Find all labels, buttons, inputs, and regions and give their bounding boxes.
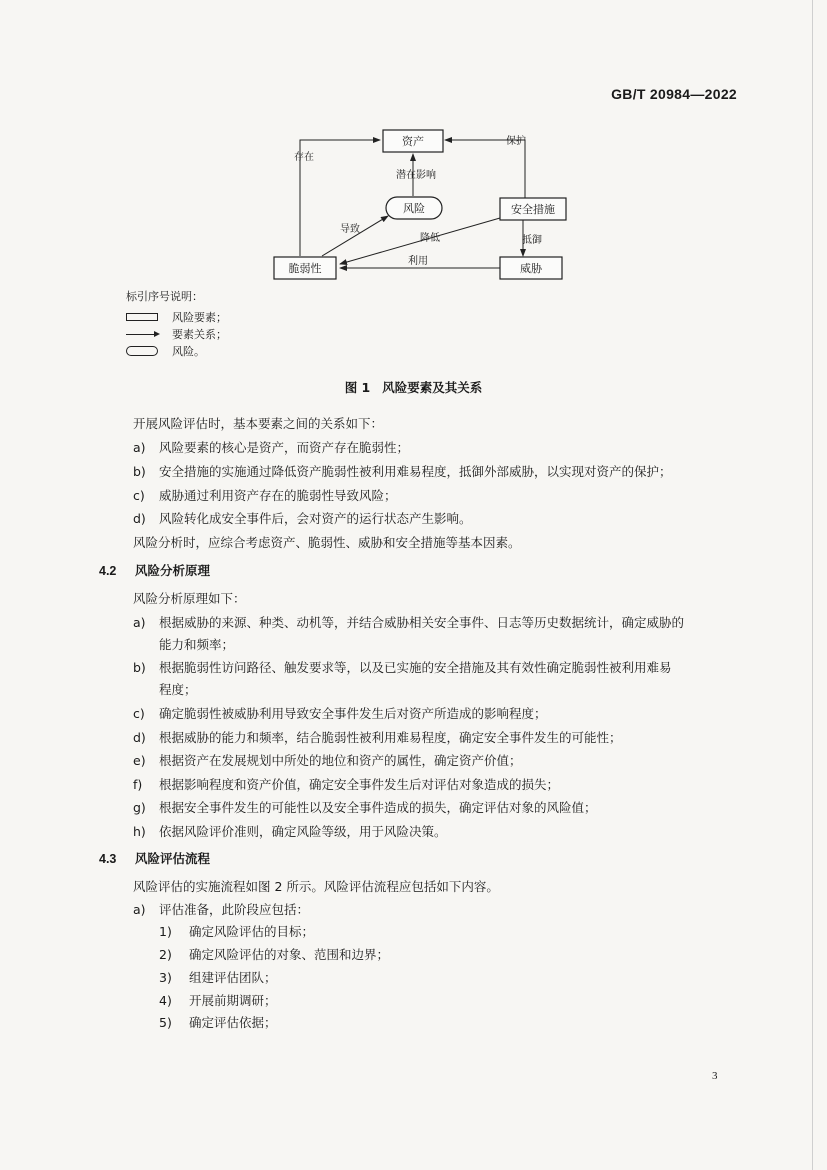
list-item: h) 依据风险评价准则，确定风险等级，用于风险决策。: [133, 824, 447, 839]
relations-intro: 开展风险评估时，基本要素之间的关系如下：: [133, 416, 384, 431]
figure-caption: [0, 378, 827, 396]
legend-row-risk: [126, 342, 227, 359]
list-item: d) 根据威胁的能力和频率，结合脆弱性被利用难易程度，确定安全事件发生的可能性；: [133, 730, 622, 745]
sub-list-item: 3) 组建评估团队；: [159, 970, 277, 985]
list-item-continuation: 能力和频率；: [159, 637, 235, 652]
label-resist: 抵御: [522, 235, 542, 246]
sub-list-item: 4) 开展前期调研；: [159, 993, 277, 1008]
figure-legend: [126, 288, 227, 359]
standard-number: GB/T 20984—2022: [611, 86, 737, 102]
legend-row-element: [126, 308, 227, 325]
label-exists: 存在: [294, 152, 314, 163]
list-item: c) 威胁通过利用资产存在的脆弱性导致风险；: [133, 488, 397, 503]
legend-text: 要素关系；: [172, 327, 227, 341]
legend-text: 风险。: [172, 344, 205, 358]
process-intro: 风险评估的实施流程如图 2 所示。风险评估流程应包括如下内容。: [133, 879, 499, 894]
pill-symbol-icon: [126, 345, 160, 357]
list-item: b) 安全措施的实施通过降低资产脆弱性被利用难易程度，抵御外部威胁，以实现对资产的保护；: [133, 464, 672, 479]
risk-elements-diagram: [260, 128, 600, 284]
edge-cause: [322, 216, 388, 256]
node-measures: 安全措施: [511, 203, 555, 216]
list-item: c) 确定脆弱性被威胁利用导致安全事件发生后对资产所造成的影响程度；: [133, 706, 547, 721]
list-item: e) 根据资产在发展规划中所处的地位和资产的属性，确定资产价值；: [133, 753, 522, 768]
legend-row-relation: [126, 325, 227, 342]
arrow-symbol-icon: [126, 328, 160, 340]
sub-list-item: 1) 确定风险评估的目标；: [159, 924, 315, 939]
sub-list-item: 5) 确定评估依据；: [159, 1015, 277, 1030]
list-item: g) 根据安全事件发生的可能性以及安全事件造成的损失，确定评估对象的风险值；: [133, 800, 597, 815]
page-edge: [812, 0, 813, 1170]
label-potential-impact: 潜在影响: [396, 170, 436, 181]
list-item: b) 根据脆弱性访问路径、触发要求等，以及已实施的安全措施及其有效性确定脆弱性被利用难易: [133, 660, 672, 675]
relations-outro: 风险分析时，应综合考虑资产、脆弱性、威胁和安全措施等基本因素。: [133, 535, 521, 550]
rectangle-symbol-icon: [126, 311, 160, 323]
list-item: f) 根据影响程度和资产价值，确定安全事件发生后对评估对象造成的损失；: [133, 777, 560, 792]
list-item: a) 根据威胁的来源、种类、动机等，并结合威胁相关安全事件、日志等历史数据统计，确定威胁的: [133, 615, 685, 630]
node-threat: 威胁: [520, 262, 542, 275]
node-asset: 资产: [402, 135, 424, 148]
sub-list-item: 2) 确定风险评估的对象、范围和边界；: [159, 947, 390, 962]
section-heading-4-3: 4.3 风险评估流程: [99, 851, 211, 866]
node-risk: 风险: [403, 202, 425, 215]
label-cause: 导致: [340, 224, 360, 235]
label-reduce: 降低: [420, 233, 440, 244]
legend-title: 标引序号说明：: [126, 290, 203, 303]
legend-text: 风险要素；: [172, 310, 227, 324]
list-item: d) 风险转化成安全事件后，会对资产的运行状态产生影响。: [133, 511, 472, 526]
node-vulnerability: 脆弱性: [288, 262, 322, 275]
principle-intro: 风险分析原理如下：: [133, 591, 246, 606]
list-item-continuation: 程度；: [159, 682, 197, 697]
figure-number: 图 1: [344, 380, 371, 395]
figure-title: 风险要素及其关系: [382, 380, 483, 395]
label-protect: 保护: [506, 136, 526, 147]
list-item: a) 风险要素的核心是资产，而资产存在脆弱性；: [133, 440, 410, 455]
page-number: 3: [712, 1070, 718, 1082]
list-item: a) 评估准备，此阶段应包括：: [133, 902, 310, 917]
section-heading-4-2: 4.2 风险分析原理: [99, 563, 211, 578]
edge-protect: [445, 140, 525, 200]
label-exploit: 利用: [408, 256, 428, 267]
